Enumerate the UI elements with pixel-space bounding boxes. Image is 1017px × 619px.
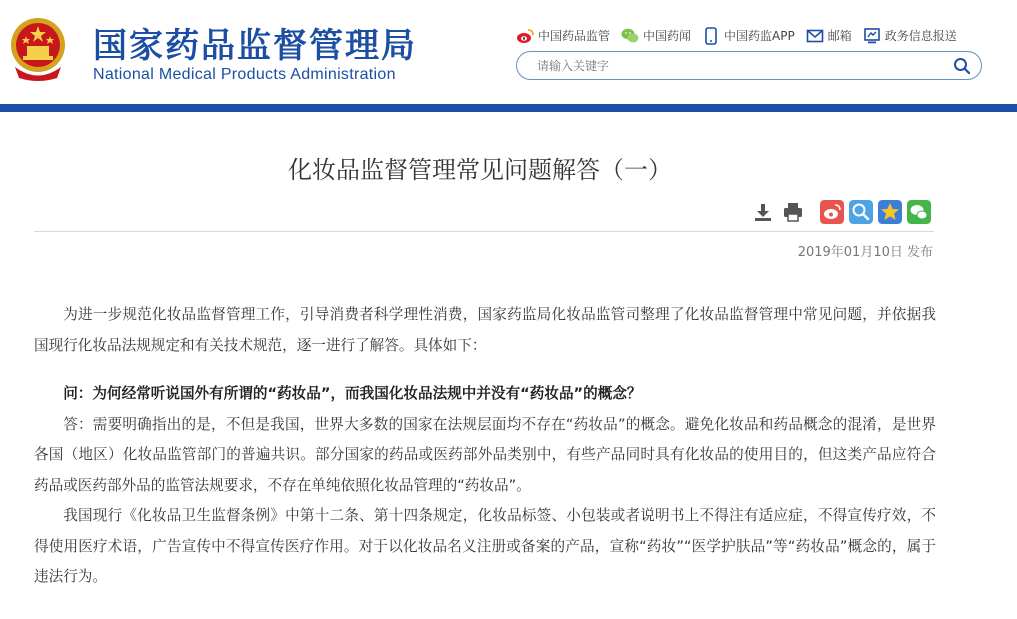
- wechat-icon: [621, 27, 639, 45]
- national-emblem-icon[interactable]: [9, 12, 67, 82]
- article-tools: [752, 200, 936, 224]
- article-title: 化妆品监督管理常见问题解答（一）: [288, 156, 672, 184]
- link-report-label: 政务信息报送: [884, 29, 957, 43]
- link-wechat[interactable]: [621, 27, 691, 45]
- title-divider: [34, 231, 934, 232]
- site-subtitle[interactable]: National Medical Products Administration: [93, 66, 396, 83]
- search-box: [516, 51, 982, 80]
- header-divider-bar: [0, 104, 1017, 112]
- weibo-share-icon[interactable]: [820, 200, 844, 224]
- qzone-share-icon[interactable]: [849, 200, 873, 224]
- link-weibo-label: 中国药品监管: [538, 29, 611, 43]
- paragraph-regulation: 我国现行《化妆品卫生监督条例》中第十二条、第十四条规定，化妆品标签、小包装或者说明书上不得注有适应症，不得宣传疗效，不得使用医疗术语，广告宣传中不得宣传医疗作用。对于以化妆品名义注册或备案的产品，宣称“药妆”“医学护肤品”等“药妆品”概念的，属于违法行为。: [34, 507, 936, 585]
- mail-icon: [806, 27, 824, 45]
- link-report[interactable]: [863, 27, 957, 45]
- link-app[interactable]: [702, 27, 795, 45]
- report-icon: [863, 27, 881, 45]
- paragraph-answer: 答：需要明确指出的是，不但是我国，世界大多数的国家在法规层面均不存在“药妆品”的概念。避免化妆品和药品概念的混淆，是世界各国（地区）化妆品监管部门的普遍共识。部分国家的药品或医药部外品类别中，有些产品同时具有化妆品的使用目的，但这类产品应符合药品或医药部外品的监管法规要求，不存在单纯依照化妆品管理的“药妆品”。: [34, 415, 936, 494]
- link-mail-label: 邮箱: [827, 29, 852, 43]
- mobile-app-icon: [702, 27, 720, 45]
- weibo-icon: [516, 27, 534, 45]
- link-weibo[interactable]: [516, 27, 610, 45]
- question-heading: 问：为何经常听说国外有所谓的“药妆品”，而我国化妆品法规中并没有“药妆品”的概念？: [63, 385, 642, 402]
- search-icon[interactable]: [953, 57, 971, 75]
- link-wechat-label: 中国药闻: [643, 29, 692, 43]
- link-mail[interactable]: [806, 27, 852, 45]
- site-title[interactable]: 国家药品监督管理局: [93, 26, 417, 66]
- link-app-label: 中国药监APP: [724, 29, 795, 43]
- site-header: [0, 0, 1017, 104]
- download-icon[interactable]: [752, 201, 774, 223]
- top-links: [516, 27, 968, 45]
- print-icon[interactable]: [782, 201, 804, 223]
- favorite-share-icon[interactable]: [878, 200, 902, 224]
- article-body: [34, 300, 936, 593]
- wechat-share-icon[interactable]: [907, 200, 931, 224]
- paragraph-intro: 为进一步规范化妆品监督管理工作，引导消费者科学理性消费，国家药监局化妆品监管司整理了化妆品监督管理中常见问题，并依据我国现行化妆品法规规定和有关技术规范，逐一进行了解答。具体如下：: [34, 306, 936, 354]
- publish-date: 2019年01月10日 发布: [797, 245, 933, 260]
- search-input[interactable]: [537, 56, 937, 76]
